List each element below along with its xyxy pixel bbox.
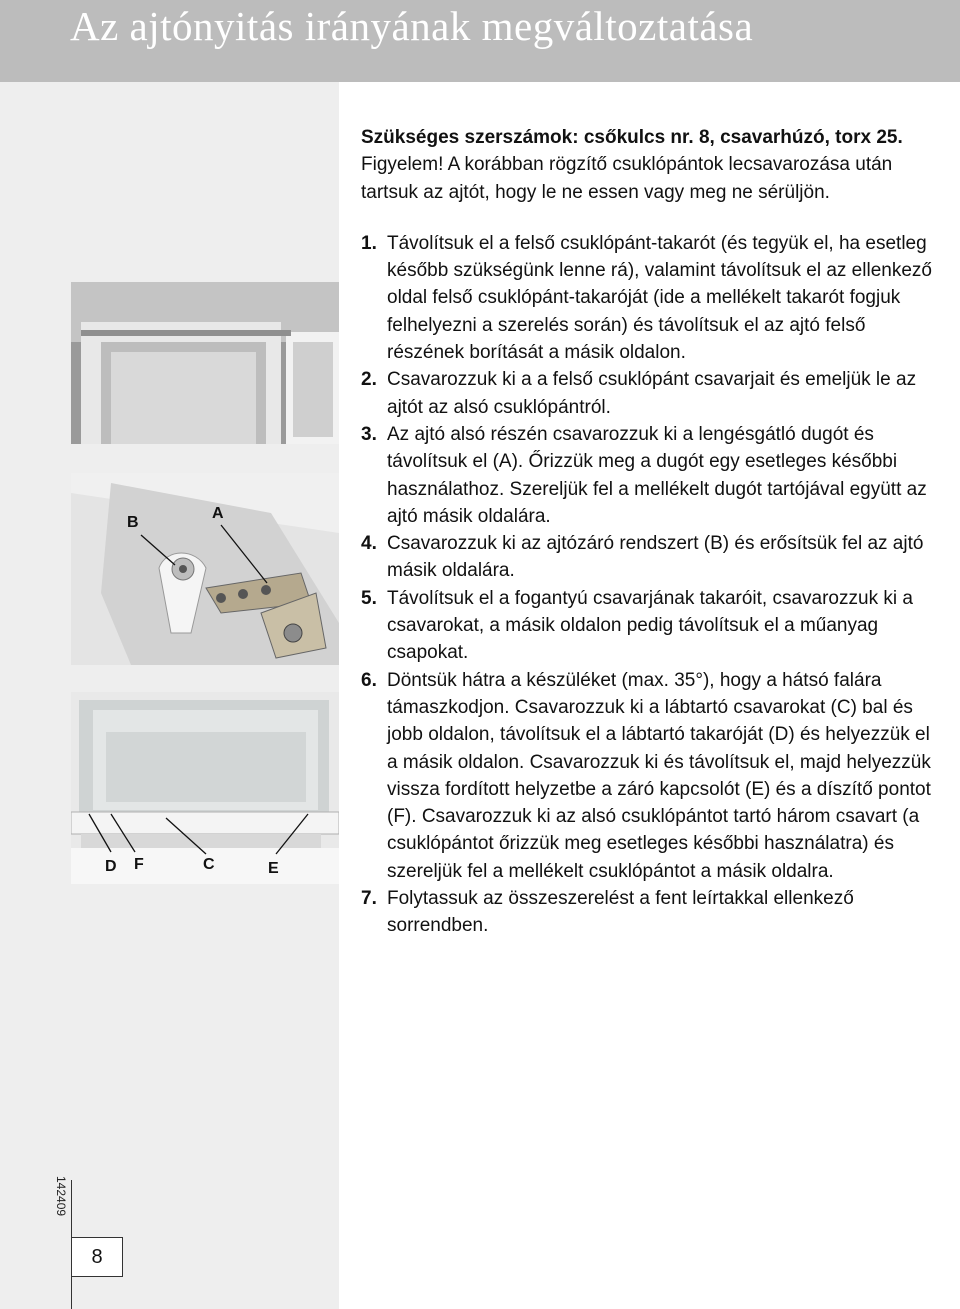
page-number: 8 — [71, 1237, 123, 1277]
step-text: Az ajtó alsó részén csavarozzuk ki a lengésgátló dugót és távolítsuk el (A). Őrizzük meg a dugót egy esetleges későbbi használathoz. Szereljük fel a mellékelt dugót tartójával együtt az ajtó másik oldalára. — [387, 423, 927, 527]
list-item — [361, 667, 941, 885]
document-number: 142409 — [54, 1176, 68, 1217]
warning-note: Figyelem! A korábban rögzítő csuklópántok lecsavarozása után tartsuk az ajtót, hogy le ne essen vagy meg ne sérüljön. — [361, 154, 893, 203]
page-title: Az ajtónyitás irányának megváltoztatása — [70, 3, 754, 49]
step-number: 2. — [361, 369, 377, 391]
list-item — [361, 530, 941, 585]
step-text: Távolítsuk el a fogantyú csavarjának takaróit, csavarozzuk ki a csavarokat, a másik oldalon pedig távolítsuk el a műanyag csapokat. — [387, 587, 913, 664]
figure-label-e: E — [268, 860, 279, 877]
step-number: 5. — [361, 587, 377, 609]
step-number: 7. — [361, 888, 377, 910]
list-item — [361, 230, 941, 366]
list-item — [361, 885, 941, 940]
step-text: Csavarozzuk ki a a felső csuklópánt csavarjait és emeljük le az ajtót az alsó csuklópántról. — [387, 369, 917, 418]
step-number: 4. — [361, 533, 377, 555]
required-tools: Szükséges szerszámok: csőkulcs nr. 8, csavarhúzó, torx 25. — [361, 127, 903, 148]
step-number: 6. — [361, 669, 377, 691]
step-number: 3. — [361, 423, 377, 445]
figure-label-f: F — [134, 856, 144, 873]
figure-label-c: C — [203, 856, 215, 873]
steps-list — [361, 230, 941, 940]
list-item — [361, 585, 941, 667]
label-leader-lines-hinge — [71, 473, 339, 665]
figure-label-d: D — [105, 858, 117, 875]
list-item — [361, 421, 941, 530]
page-header — [0, 0, 960, 82]
step-text: Távolítsuk el a felső csuklópánt-takarót (és tegyük el, ha esetleg később szükségünk lenne rá), valamint távolítsuk el az ellenkező oldal felső csuklópánt-takaróját (ide a mellékelt takarót fogjuk felhelyezni a szerelés során) és távolítsuk el az ajtó felső részének borítását a másik oldalon. — [387, 232, 932, 364]
list-item — [361, 366, 941, 421]
step-text: Folytassuk az összeszerelést a fent leírtakkal ellenkező sorrendben. — [387, 888, 854, 937]
figure-label-b: B — [127, 514, 139, 531]
step-number: 1. — [361, 232, 377, 254]
step-text: Döntsük hátra a készüléket (max. 35°), hogy a hátsó falára támaszkodjon. Csavarozzuk ki a lábtartó csavarokat (C) bal és jobb oldalon, távolítsuk el a lábtartó takaróját (D) és helyezzük el a másik oldalon. Csavarozzuk ki és távolítsuk el, majd helyezzük vissza fordított helyzetbe a záró kapcsolót (E) és a díszítő pontot (F). Csavarozzuk ki az alsó csuklópántot tartó három csavart (a csuklópántot őrizzük meg esetleges későbbi használatra) és szereljük fel a mellékelt csuklópántot a másik oldalra. — [387, 669, 931, 882]
photo-top-hinge — [71, 282, 339, 444]
step-text: Csavarozzuk ki az ajtózáró rendszert (B) és erősítsük fel az ajtó másik oldalára. — [387, 533, 924, 582]
instructions — [361, 124, 941, 940]
intro — [361, 124, 941, 206]
figure-label-a: A — [212, 505, 224, 522]
